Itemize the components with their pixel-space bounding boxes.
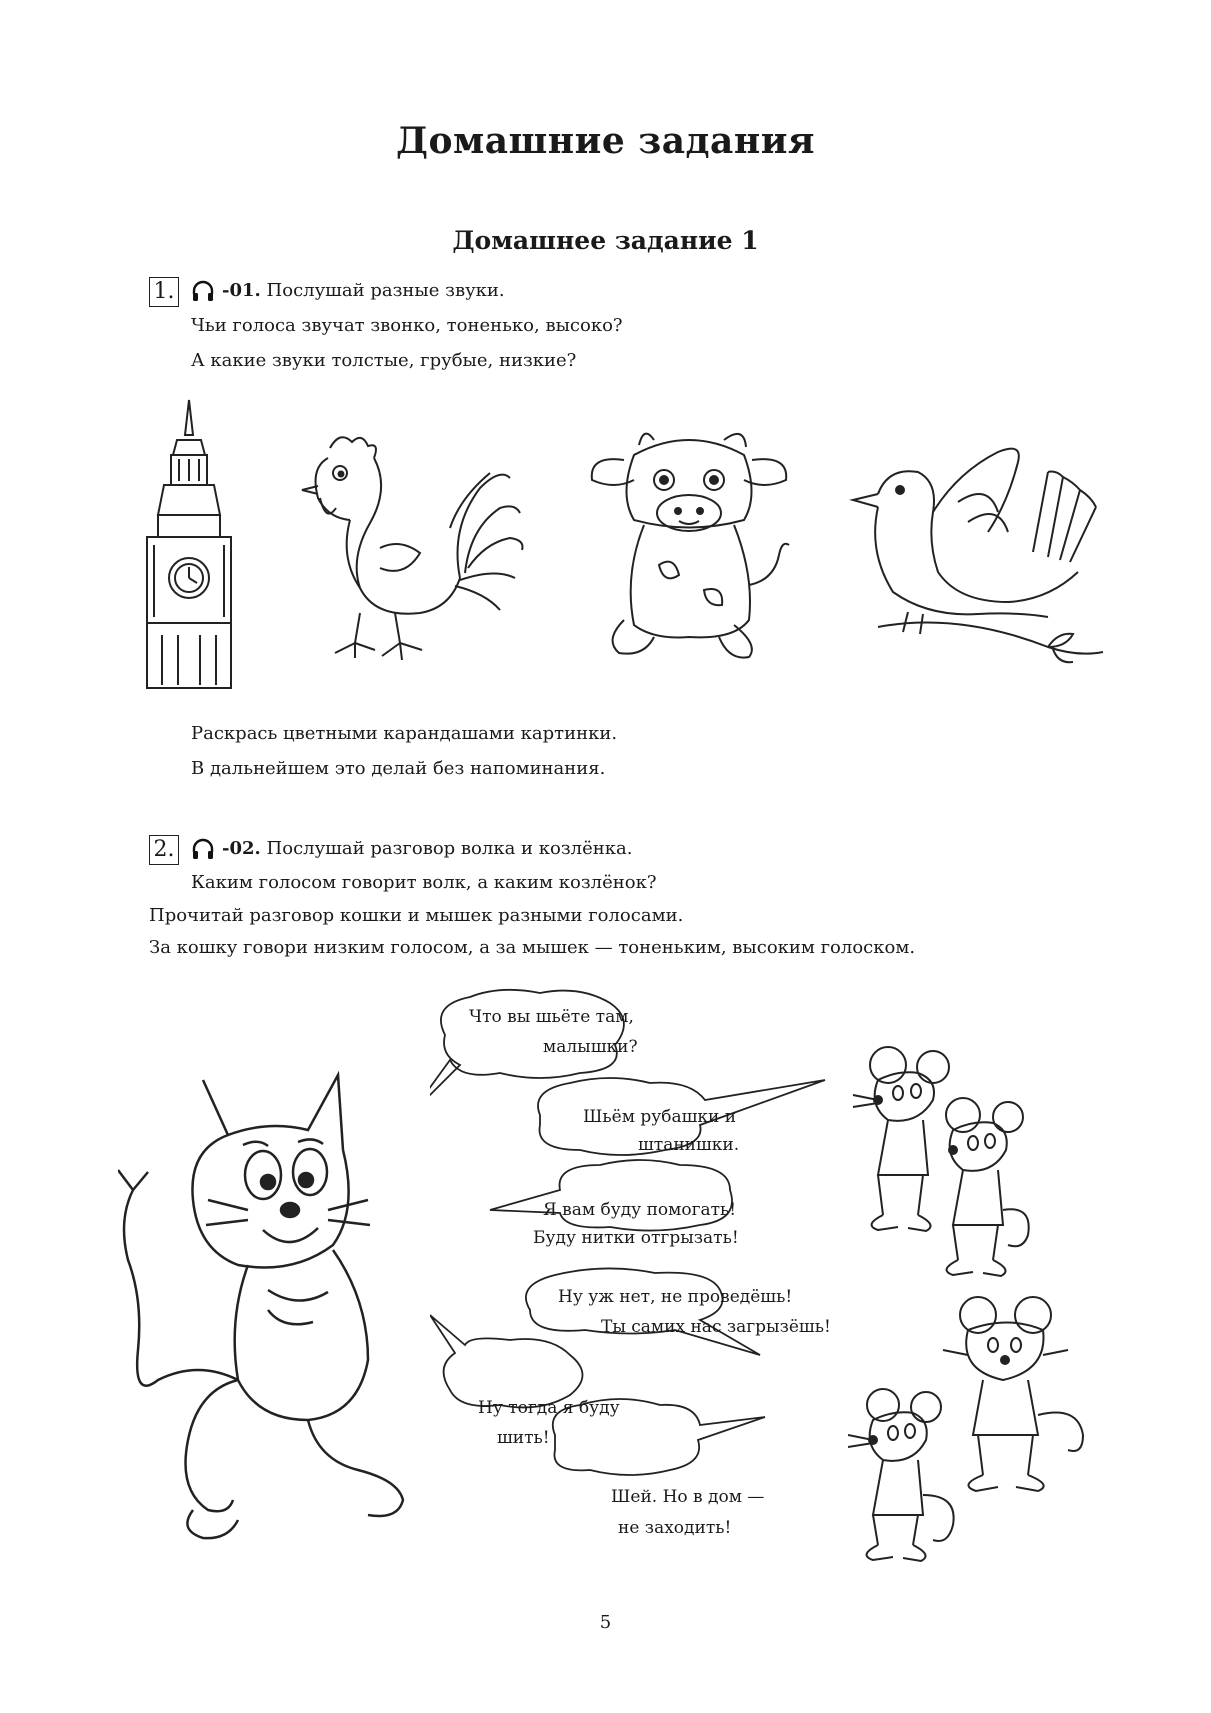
bubble-4-line-1: Ну уж нет, не проведёшь! bbox=[558, 1287, 793, 1307]
audio-code: -02. bbox=[222, 838, 261, 859]
bubble-5-line-1: Ну тогда я буду bbox=[478, 1398, 620, 1418]
task-2-line-2: Прочитай разговор кошки и мышек разными голосами. bbox=[149, 905, 684, 926]
task-1-question-1: Чьи голоса звучат звонко, тоненько, высоко? bbox=[191, 315, 623, 336]
bird-on-branch-picture bbox=[848, 442, 1108, 670]
calf-picture bbox=[584, 425, 796, 673]
bubble-1-line-2: малышки? bbox=[543, 1037, 638, 1057]
task-2-line-3: За кошку говори низким голосом, а за мышек — тоненьким, высоким голоском. bbox=[149, 937, 916, 958]
bubble-2-line-1: Шьём рубашки и bbox=[583, 1107, 737, 1127]
headphones-icon bbox=[191, 837, 215, 861]
clock-tower-picture bbox=[142, 395, 237, 695]
page-title: Домашние задания bbox=[395, 120, 816, 162]
bubble-6-line-1: Шей. Но в дом — bbox=[611, 1487, 765, 1507]
audio-code: -01. bbox=[222, 280, 261, 301]
bubble-1-line-1: Что вы шьёте там, bbox=[469, 1007, 634, 1027]
assignment-subtitle: Домашнее задание 1 bbox=[452, 226, 759, 255]
mice-pair-picture bbox=[848, 1295, 1098, 1565]
bubble-3-line-2: Буду нитки отгрызать! bbox=[533, 1228, 739, 1248]
task-2-instruction: -02. Послушай разговор волка и козлёнка. bbox=[222, 838, 633, 859]
bubble-5-line-2: шить! bbox=[497, 1428, 550, 1448]
bubble-4-line-2: Ты самих нас загрызёшь! bbox=[601, 1317, 831, 1337]
bubble-6-line-2: не заходить! bbox=[618, 1518, 732, 1538]
task-1-note-2: В дальнейшем это делай без напоминания. bbox=[191, 758, 606, 779]
task-1-note-1: Раскрась цветными карандашами картинки. bbox=[191, 723, 618, 744]
task-2-number: 2. bbox=[149, 835, 179, 865]
task-2-line-1: Каким голосом говорит волк, а каким козлёнок? bbox=[191, 872, 657, 893]
rooster-picture bbox=[300, 428, 530, 676]
cat-picture bbox=[118, 1060, 448, 1580]
bubble-3-line-1: Я вам буду помогать! bbox=[543, 1200, 737, 1220]
page-number: 5 bbox=[599, 1612, 612, 1633]
bubble-2-line-2: штанишки. bbox=[638, 1135, 740, 1155]
task-1-question-2: А какие звуки толстые, грубые, низкие? bbox=[191, 350, 577, 371]
headphones-icon bbox=[191, 279, 215, 303]
task-1-instruction: -01. Послушай разные звуки. bbox=[222, 280, 505, 301]
dialogue-bubbles bbox=[430, 985, 880, 1530]
task-1-number: 1. bbox=[149, 277, 179, 307]
